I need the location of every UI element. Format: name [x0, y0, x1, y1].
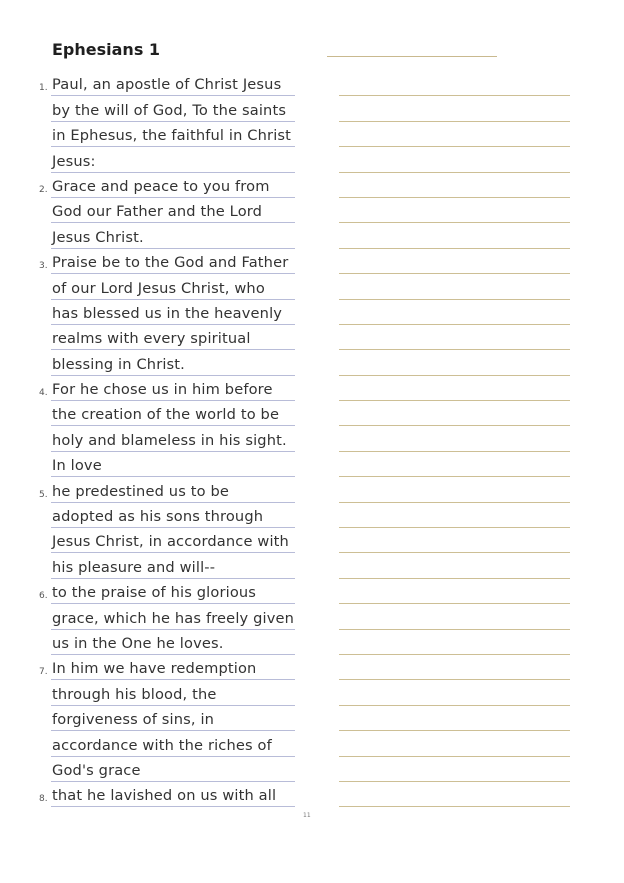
writing-line: [339, 477, 570, 502]
verse-number: 4.: [39, 388, 48, 399]
verse-line: [0, 71, 320, 96]
verse-text: Praise be to the God and Father: [52, 254, 289, 272]
verse-text: God our Father and the Lord: [52, 203, 263, 221]
writing-line: [339, 680, 570, 705]
verse-number: 3.: [39, 261, 48, 272]
verse-text: forgiveness of sins, in: [52, 711, 215, 729]
writing-line: [339, 71, 570, 96]
verse-text-column: [0, 71, 320, 807]
writing-line: [339, 731, 570, 756]
verse-text: that he lavished on us with all: [52, 787, 277, 805]
verse-line: [0, 249, 320, 274]
verse-line: [0, 731, 320, 756]
verse-line: [0, 503, 320, 528]
verse-text: to the praise of his glorious: [52, 584, 257, 602]
verse-text: Grace and peace to you from: [52, 177, 270, 195]
text-underline: [51, 806, 295, 807]
verse-text: realms with every spiritual: [52, 330, 251, 348]
verse-line: [0, 706, 320, 731]
verse-line: [0, 376, 320, 401]
verse-line: [0, 426, 320, 451]
writing-line: [339, 604, 570, 629]
verse-text: holy and blameless in his sight.: [52, 431, 287, 449]
writing-line: [339, 655, 570, 680]
writing-line: [339, 579, 570, 604]
verse-line: [0, 122, 320, 147]
verse-number: 7.: [39, 667, 48, 678]
verse-text: In him we have redemption: [52, 660, 257, 678]
writing-line: [339, 274, 570, 299]
writing-line: [339, 223, 570, 248]
page-number: 11: [303, 812, 311, 819]
verse-number: 1.: [39, 83, 48, 94]
writing-line: [339, 376, 570, 401]
verse-line: [0, 782, 320, 807]
verse-text: the creation of the world to be: [52, 406, 280, 424]
verse-text: grace, which he has freely given: [52, 609, 295, 627]
verse-line: [0, 173, 320, 198]
verse-text: his pleasure and will--: [52, 558, 216, 576]
verse-line: [0, 147, 320, 172]
verse-text: of our Lord Jesus Christ, who: [52, 279, 265, 297]
writing-line: [339, 757, 570, 782]
verse-text: us in the One he loves.: [52, 634, 224, 652]
verse-text: God's grace: [52, 761, 141, 779]
verse-line: [0, 655, 320, 680]
verse-line: [0, 223, 320, 248]
verse-line: [0, 553, 320, 578]
verse-line: [0, 401, 320, 426]
verse-text: For he chose us in him before: [52, 381, 273, 399]
verse-line: [0, 630, 320, 655]
writing-line: [339, 122, 570, 147]
verse-number: 6.: [39, 591, 48, 602]
page-title: Ephesians 1: [52, 40, 161, 59]
verse-line: [0, 757, 320, 782]
verse-text: Paul, an apostle of Christ Jesus: [52, 76, 282, 94]
writing-line: [339, 528, 570, 553]
writing-line: [339, 300, 570, 325]
verse-number: 5.: [39, 489, 48, 500]
verse-line: [0, 680, 320, 705]
writing-line: [339, 147, 570, 172]
verse-line: [0, 452, 320, 477]
verse-text: adopted as his sons through: [52, 508, 264, 526]
verse-line: [0, 528, 320, 553]
verse-text: Jesus Christ.: [52, 228, 144, 246]
verse-text: through his blood, the: [52, 685, 217, 703]
verse-line: [0, 96, 320, 121]
verse-text: by the will of God, To the saints: [52, 101, 287, 119]
writing-line: [339, 401, 570, 426]
verse-line: [0, 198, 320, 223]
writing-line: [339, 503, 570, 528]
verse-text: blessing in Christ.: [52, 355, 185, 373]
writing-line: [339, 96, 570, 121]
writing-line: [339, 198, 570, 223]
verse-number: 8.: [39, 794, 48, 805]
writing-line: [339, 325, 570, 350]
verse-line: [0, 300, 320, 325]
title-writing-line: [327, 56, 497, 57]
writing-line: [339, 173, 570, 198]
verse-number: 2.: [39, 184, 48, 195]
verse-line: [0, 477, 320, 502]
verse-text: Jesus:: [52, 152, 96, 170]
verse-text: Jesus Christ, in accordance with: [52, 533, 289, 551]
writing-line: [339, 630, 570, 655]
verse-line: [0, 579, 320, 604]
writing-line: [339, 350, 570, 375]
verse-text: accordance with the riches of: [52, 736, 272, 754]
verse-line: [0, 274, 320, 299]
verse-text: in Ephesus, the faithful in Christ: [52, 127, 292, 145]
writing-line: [339, 426, 570, 451]
writing-line: [339, 553, 570, 578]
writing-lines-column: [339, 71, 570, 807]
writing-line: [339, 706, 570, 731]
writing-line: [339, 782, 570, 807]
verse-line: [0, 604, 320, 629]
verse-line: [0, 350, 320, 375]
verse-line: [0, 325, 320, 350]
verse-text: has blessed us in the heavenly: [52, 304, 283, 322]
writing-line: [339, 249, 570, 274]
writing-line: [339, 452, 570, 477]
verse-text: he predestined us to be: [52, 482, 230, 500]
verse-text: In love: [52, 457, 102, 475]
